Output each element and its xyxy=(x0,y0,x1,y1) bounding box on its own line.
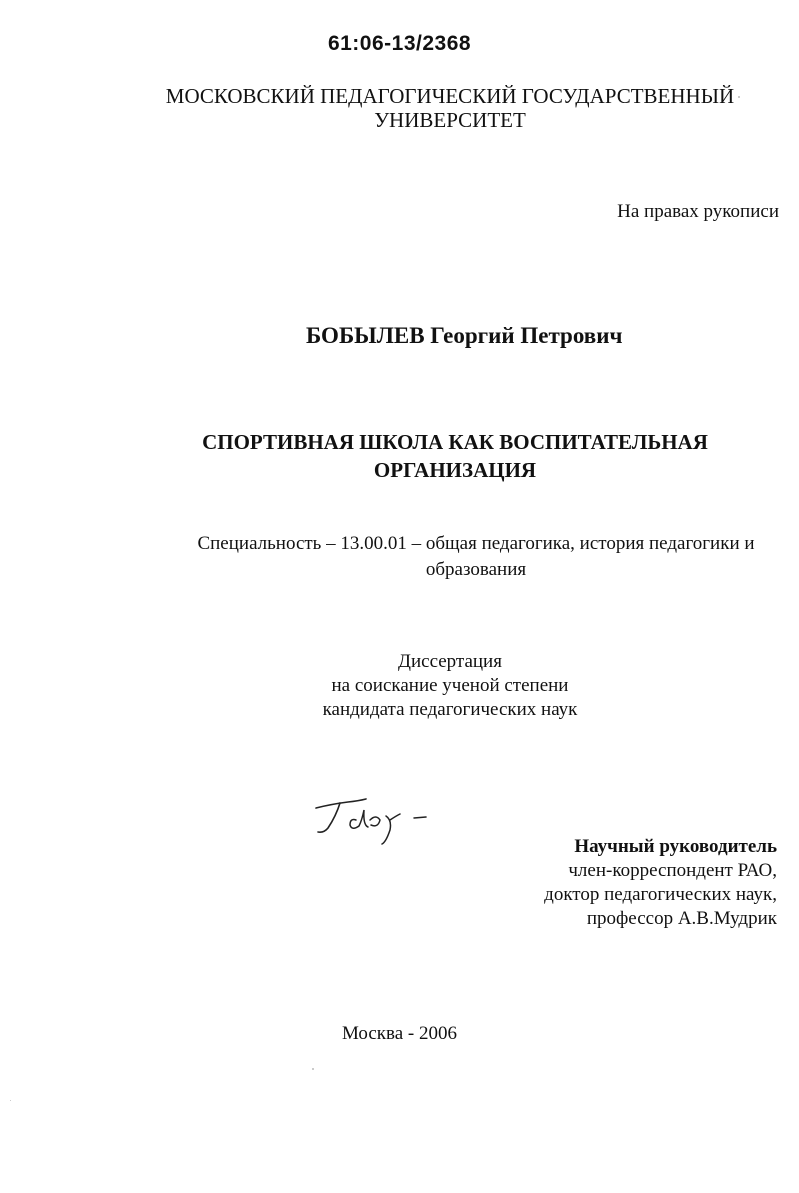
university-line: УНИВЕРСИТЕТ xyxy=(374,108,526,132)
dissertation-degree xyxy=(300,650,600,722)
degree-line: кандидата педагогических наук xyxy=(322,699,578,720)
supervisor-heading: Научный руководитель xyxy=(574,836,777,857)
city-year: Москва - 2006 xyxy=(341,1023,458,1044)
university-name xyxy=(150,84,750,132)
title-line: ОРГАНИЗАЦИЯ xyxy=(373,458,537,482)
scan-speck xyxy=(738,96,740,98)
author-name: БОБЫЛЕВ Георгий Петрович xyxy=(306,323,623,348)
registry-code: 61:06-13/2368 xyxy=(327,32,472,55)
supervisor-line: профессор А.В.Мудрик xyxy=(586,908,777,929)
title-line: СПОРТИВНАЯ ШКОЛА КАК ВОСПИТАТЕЛЬНАЯ xyxy=(202,430,708,454)
scan-speck xyxy=(312,1068,314,1070)
specialty-line: Специальность – 13.00.01 – общая педагогика, история педагогики и xyxy=(197,533,755,554)
handwritten-signature xyxy=(306,790,441,846)
degree-line: Диссертация xyxy=(398,651,502,672)
supervisor-line: доктор педагогических наук, xyxy=(544,884,777,905)
supervisor-block xyxy=(544,835,777,931)
supervisor-line: член-корреспондент РАО, xyxy=(568,860,777,881)
university-line: МОСКОВСКИЙ ПЕДАГОГИЧЕСКИЙ ГОСУДАРСТВЕННЫЙ xyxy=(165,84,735,108)
specialty-line: образования xyxy=(425,559,527,580)
scan-speck xyxy=(10,1100,11,1101)
specialty xyxy=(176,531,776,583)
rights-note: На правах рукописи xyxy=(617,201,779,222)
degree-line: на соискание ученой степени xyxy=(331,675,569,696)
dissertation-title xyxy=(170,428,740,484)
